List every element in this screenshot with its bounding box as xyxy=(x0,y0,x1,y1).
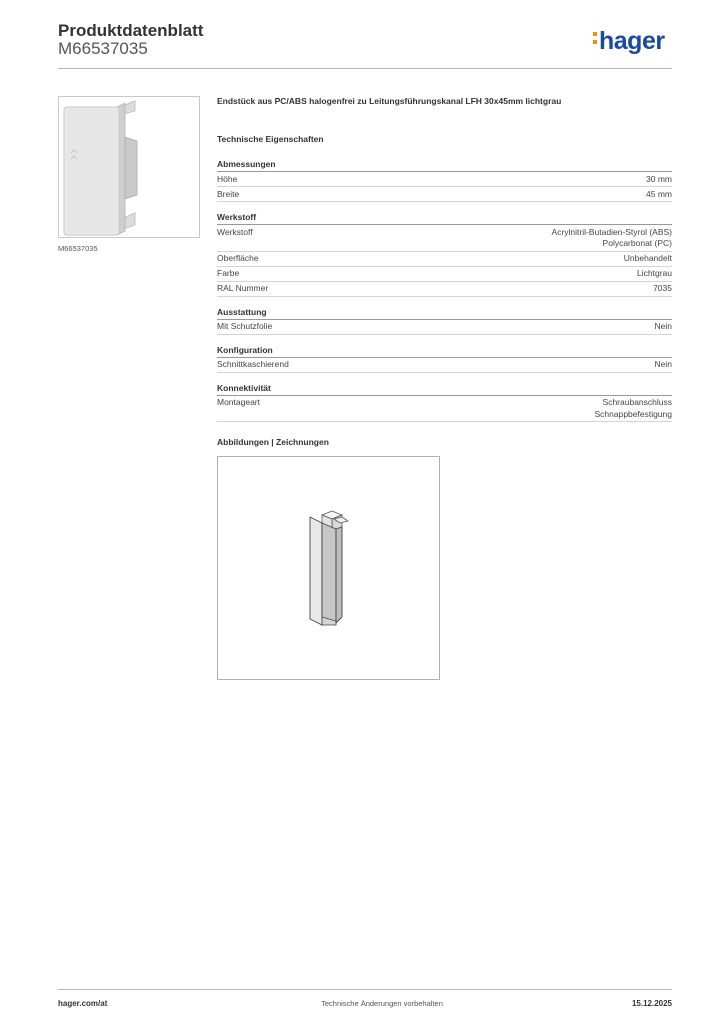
spec-label: Farbe xyxy=(217,268,240,278)
spec-value xyxy=(637,268,672,280)
spec-row xyxy=(217,225,672,252)
spec-row xyxy=(217,187,672,202)
spec-section xyxy=(217,212,672,297)
footer-divider xyxy=(58,989,672,990)
product-image xyxy=(58,96,200,238)
article-number: M66537035 xyxy=(58,39,148,58)
technical-drawing xyxy=(217,456,440,680)
spec-row xyxy=(217,358,672,373)
product-details xyxy=(217,96,672,432)
spec-value-line: Nein xyxy=(654,321,672,331)
product-image-caption: M66537035 xyxy=(58,244,98,253)
spec-section xyxy=(217,345,672,373)
spec-section xyxy=(217,159,672,202)
spec-value-line: Nein xyxy=(654,359,672,369)
spec-label: Breite xyxy=(217,188,240,199)
spec-value-line: Schnappbefestigung xyxy=(594,408,672,419)
spec-value-line: Schraubanschluss xyxy=(602,397,672,407)
spec-row xyxy=(217,252,672,267)
spec-value-line: 7035 xyxy=(653,283,672,293)
spec-section-title: Abmessungen xyxy=(217,159,672,172)
spec-row xyxy=(217,267,672,282)
technical-properties-title: Technische Eigenschaften xyxy=(217,134,324,144)
spec-value-line: Lichtgrau xyxy=(637,268,672,278)
spec-value-line: Unbehandelt xyxy=(623,253,672,263)
spec-value xyxy=(653,283,672,295)
hager-logo: hager xyxy=(593,27,665,56)
spec-value xyxy=(552,227,672,250)
spec-value xyxy=(624,253,672,265)
spec-value-line: Acrylnitril-Butadien-Styrol (ABS) xyxy=(551,226,672,237)
figures-title: Abbildungen | Zeichnungen xyxy=(217,437,329,447)
spec-label: Schnittkaschierend xyxy=(217,359,289,369)
spec-row xyxy=(217,282,672,297)
spec-value xyxy=(655,359,672,371)
spec-label: Montageart xyxy=(217,397,260,407)
spec-value xyxy=(655,321,672,333)
spec-label: Oberfläche xyxy=(217,253,259,263)
spec-row xyxy=(217,396,672,423)
spec-label: RAL Nummer xyxy=(217,283,269,293)
spec-section-title: Konfiguration xyxy=(217,345,672,358)
spec-value xyxy=(646,174,672,186)
spec-label: Höhe xyxy=(217,173,238,184)
footer-disclaimer: Technische Änderungen vorbehalten xyxy=(321,999,443,1008)
footer-date: 15.12.2025 xyxy=(631,999,672,1008)
spec-label: Werkstoff xyxy=(217,226,253,237)
spec-value xyxy=(646,189,672,201)
page-title: Produktdatenblatt xyxy=(58,21,204,40)
footer-website: hager.com/at xyxy=(58,999,108,1008)
header-divider xyxy=(58,68,672,69)
spec-section xyxy=(217,307,672,335)
spec-section-title: Konnektivität xyxy=(217,383,672,396)
spec-row xyxy=(217,172,672,187)
spec-section xyxy=(217,383,672,423)
technical-sections xyxy=(217,159,672,422)
logo-colon-icon xyxy=(593,28,599,48)
spec-value-line: Polycarbonat (PC) xyxy=(602,238,672,248)
spec-section-title: Werkstoff xyxy=(217,212,672,225)
spec-value xyxy=(594,397,672,420)
spec-row xyxy=(217,320,672,335)
spec-value-line: 30 mm xyxy=(646,173,672,184)
spec-section-title: Ausstattung xyxy=(217,307,672,320)
spec-label: Mit Schutzfolie xyxy=(217,321,273,331)
spec-value-line: 45 mm xyxy=(646,188,672,199)
product-description: Endstück aus PC/ABS halogenfrei zu Leitungsführungskanal LFH 30x45mm lichtgrau xyxy=(217,96,562,106)
